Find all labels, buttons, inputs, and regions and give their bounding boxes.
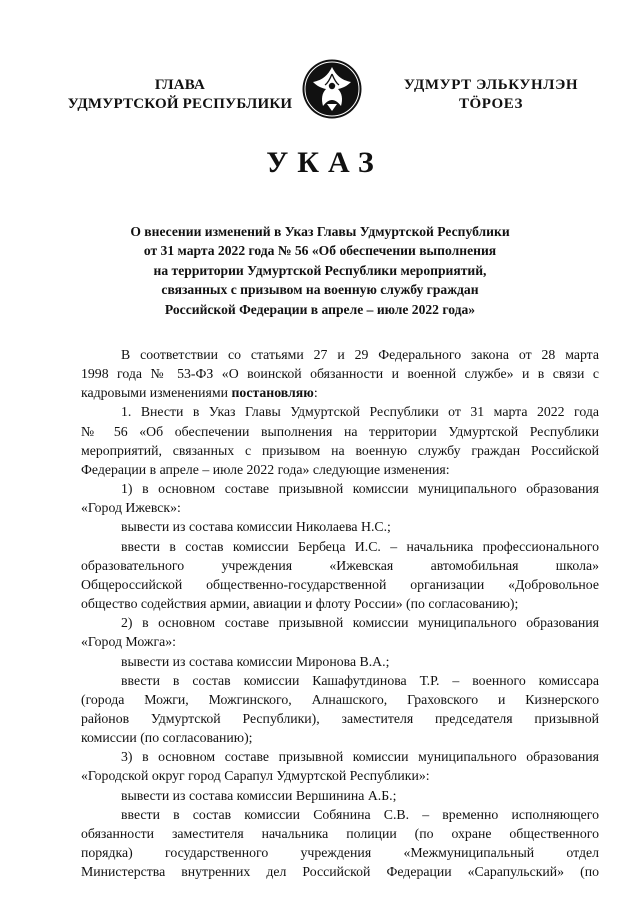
body-line: ввести в состав комиссии Собянина С.В. – временно исполняющего	[121, 806, 599, 822]
body-line: «Городской округ город Сарапул Удмуртской Республики»:	[81, 768, 430, 784]
subject-line: О внесении изменений в Указ Главы Удмуртской Республики	[130, 224, 510, 239]
document-title: УКАЗ	[266, 146, 383, 179]
body-line: вывести из состава комиссии Вершинина А.Б.;	[121, 787, 397, 803]
body-line: (города Можги, Можгинского, Алнашского, Граховского и Кизнерского	[81, 691, 599, 707]
body-line: 1) в основном составе призывной комиссии муниципального образования	[121, 481, 599, 497]
body-line: образовательного учреждения «Ижевская автомобильная школа»	[81, 557, 599, 573]
body-line: Общероссийской общественно-государственной организации «Добровольное	[81, 576, 599, 592]
decree-keyword: постановляю	[231, 385, 314, 401]
body-line: Министерства внутренних дел Российской Федерации «Сарапульский» (по	[81, 864, 599, 880]
body-line	[81, 383, 599, 402]
body-line: «Город Можга»:	[81, 634, 176, 650]
udmurt-coat-of-arms-icon	[301, 58, 363, 120]
issuer-line: ГЛАВА	[154, 77, 206, 93]
body-line: общество содействия армии, авиации и флоту России» (по согласованию);	[81, 596, 519, 612]
body-line: комиссии (по согласованию);	[81, 730, 253, 746]
body-line: порядка) государственного учреждения «Межмуниципальный отдел	[81, 845, 599, 861]
issuer-line: ТӦРОЕЗ	[458, 96, 524, 112]
body-line: 1. Внести в Указ Главы Удмуртской Республики от 31 марта 2022 года	[121, 404, 599, 420]
body-line: вывести из состава комиссии Николаева Н.С.;	[121, 519, 391, 535]
body-line: ввести в состав комиссии Кашафутдинова Т.Р. – военного комиссара	[121, 672, 599, 688]
body-line: Федерации в апреле – июле 2022 года» следующие изменения:	[81, 461, 450, 477]
issuer-line: УДМУРТ ЭЛЬКУНЛЭН	[403, 77, 579, 93]
body-text: кадровыми изменениями	[81, 385, 229, 401]
subject-line: от 31 марта 2022 года № 56 «Об обеспечении выполнения	[143, 243, 497, 259]
issuer-title-udmurt	[386, 76, 596, 114]
body-line: обязанности заместителя начальника полиции (по охране общественного	[81, 825, 599, 841]
body-line: 3) в основном составе призывной комиссии муниципального образования	[121, 749, 599, 765]
body-text: :	[313, 385, 318, 401]
subject-line: связанных с призывом на военную службу граждан	[161, 282, 479, 298]
body-line: № 56 «Об обеспечении выполнения на территории Удмуртской Республики	[81, 423, 599, 439]
issuer-line: УДМУРТСКОЙ РЕСПУБЛИКИ	[67, 96, 293, 112]
subject-line: на территории Удмуртской Республики мероприятий,	[153, 262, 487, 278]
document-subject	[80, 222, 560, 319]
issuer-title-russian	[60, 76, 300, 114]
body-line: вывести из состава комиссии Миронова В.А.;	[121, 653, 390, 669]
body-line: ввести в состав комиссии Бербеца И.С. – начальника профессионального	[121, 538, 599, 554]
body-line: 2) в основном составе призывной комиссии муниципального образования	[121, 615, 599, 631]
body-line: 1998 года № 53-ФЗ «О воинской обязанности и военной службе» и в связи с	[81, 366, 599, 382]
body-line: В соответствии со статьями 27 и 29 Федерального закона от 28 марта	[121, 347, 599, 362]
subject-line: Российской Федерации в апреле – июле 2022 года»	[164, 301, 476, 317]
body-line: «Город Ижевск»:	[81, 500, 181, 516]
body-line: мероприятий, связанных с призывом на военную службу граждан Российской	[81, 442, 599, 458]
body-line: районов Удмуртской Республики), заместителя председателя призывной	[81, 710, 599, 726]
document-body	[81, 345, 599, 881]
